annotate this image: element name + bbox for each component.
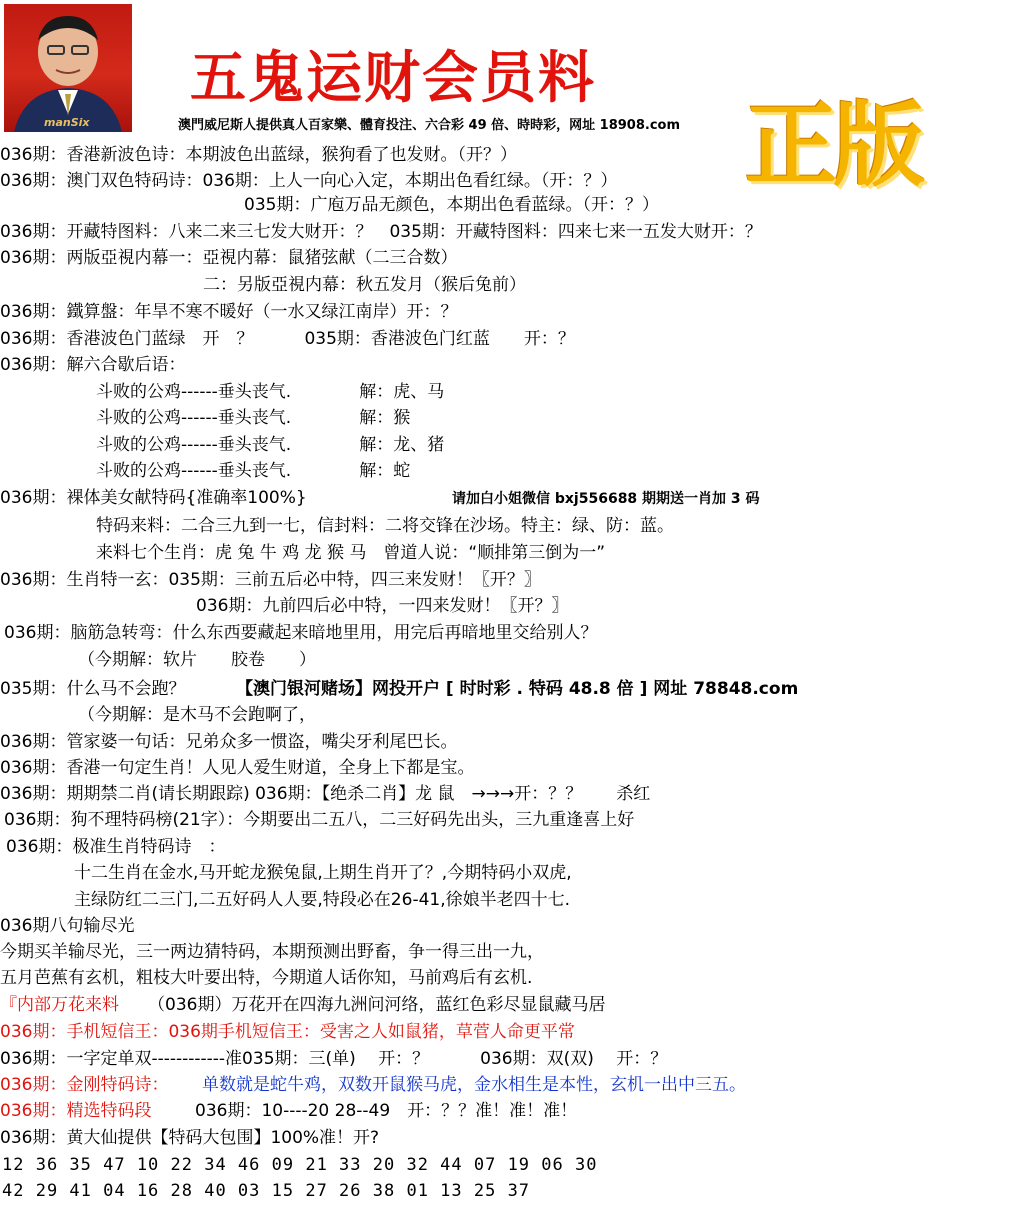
- line-18: 036期：九前四后必中特，一四来发财！〖开？〗: [196, 596, 569, 616]
- line-24: 036期：香港一句定生肖！人见人爱生财道，全身上下都是宝。: [0, 758, 475, 778]
- line-36-text: 单数就是蛇牛鸡，双数开鼠猴马虎，金水相生是本性，玄机一出中三五。: [202, 1075, 746, 1095]
- line-19: 036期：脑筋急转弯：什么东西要藏起来暗地里用，用完后再暗地里交给别人？: [4, 623, 598, 643]
- line-09: 036期：解六合歇后语：: [0, 355, 186, 375]
- line-03: 035期：广庖万品无颜色，本期出色看蓝绿。（开：？）: [244, 195, 659, 215]
- line-17: 036期：生肖特一玄：035期：三前五后必中特，四三来发财！〖开？〗: [0, 570, 541, 590]
- line-02: 036期：澳门双色特码诗：036期：上人一向心入定，本期出色看红绿。（开：？）: [0, 171, 618, 191]
- line-07: 036期：鐵算盤：年旱不寒不暖好（一水又绿江南岸）开：？: [0, 302, 458, 322]
- line-31: 今期买羊输尽光，三一两边猜特码，本期预测出野畜，争一得三出一九，: [0, 942, 544, 962]
- line-33-label: 『内部万花来料: [0, 995, 119, 1015]
- line-35: 036期：一字定单双------------准035期：三(单) 开：？ 036期：双(双) 开：？: [0, 1049, 668, 1069]
- line-06: 二：另版亞視内幕：秋五发月（猴后兔前）: [203, 275, 526, 295]
- photo-caption: manSix: [44, 116, 90, 129]
- line-01: 036期：香港新波色诗：本期波色出蓝绿，猴狗看了也发财。（开？）: [0, 145, 517, 165]
- author-portrait-icon: [4, 4, 132, 132]
- line-21: 035期：什么马不会跑？: [0, 679, 186, 699]
- line-15: 特码来料：二合三九到一七，信封料：二将交锋在沙场。特主：绿、防：蓝。: [96, 516, 674, 536]
- line-38: 036期：黄大仙提供【特码大包围】100%准！开?: [0, 1128, 380, 1148]
- wechat-ad: 请加白小姐微信 bxj556688 期期送一肖加 3 码: [452, 491, 760, 507]
- line-13: 斗败的公鸡------垂头丧气. 解：蛇: [96, 461, 411, 481]
- line-12: 斗败的公鸡------垂头丧气. 解：龙、猪: [96, 435, 445, 455]
- line-25: 036期：期期禁二肖(请长期跟踪) 036期：【绝杀二肖】龙 鼠 →→→开：？？ 杀红: [0, 784, 651, 804]
- line-34: 036期：手机短信王：036期手机短信王：受害之人如鼠猪，草菅人命更平常: [0, 1022, 575, 1042]
- line-22: （今期解：是木马不会跑啊了，: [78, 705, 316, 725]
- line-32: 五月芭蕉有玄机，粗枝大叶要出特，今期道人话你知，马前鸡后有玄机.: [0, 968, 533, 988]
- line-23: 036期：管家婆一句话：兄弟众多一惯盗，嘴尖牙利尾巴长。: [0, 732, 458, 752]
- line-08: 036期：香港波色门蓝绿 开 ？ 035期：香港波色门红蓝 开：？: [0, 329, 575, 349]
- line-37-text: 036期：10----20 28--49 开：？？准！准！准！: [195, 1101, 578, 1121]
- line-05: 036期：两版亞視内幕一：亞視内幕：鼠猪弦献（二三合数）: [0, 248, 458, 268]
- page-title: 五鬼运财会员料: [190, 45, 596, 111]
- line-10: 斗败的公鸡------垂头丧气. 解：虎、马: [96, 382, 445, 402]
- line-30: 036期八句输尽光: [0, 916, 135, 936]
- numbers-row-1: 12 36 35 47 10 22 34 46 09 21 33 20 32 44 07 19 06 30: [2, 1155, 598, 1175]
- casino-ad[interactable]: 【澳门银河赌场】网投开户 [ 时时彩 . 特码 48.8 倍 ] 网址 78848.com: [236, 679, 799, 699]
- line-16: 来料七个生肖：虎 兔 牛 鸡 龙 猴 马 曾道人说：“顺排第三倒为一”: [96, 543, 606, 563]
- numbers-row-2: 42 29 41 04 16 28 40 03 15 27 26 38 01 13 25 37: [2, 1181, 531, 1201]
- line-14: 036期：裸体美女献特码{准确率100%}: [0, 488, 307, 508]
- line-29: 主绿防红二三门,二五好码人人要,特段必在26-41,徐娘半老四十七.: [74, 890, 571, 910]
- line-36-label: 036期：金刚特码诗：: [0, 1075, 169, 1095]
- line-11: 斗败的公鸡------垂头丧气. 解：猴: [96, 408, 411, 428]
- line-27: 036期：极准生肖特码诗 ：: [6, 837, 226, 857]
- line-26: 036期：狗不理特码榜(21字）：今期要出二五八，二三好码先出头，三九重逢喜上好: [4, 810, 635, 830]
- author-photo: [4, 4, 132, 132]
- page-subtitle: 澳門威尼斯人提供真人百家樂、體育投注、六合彩 49 倍、時時彩，网址 18908.com: [178, 118, 681, 133]
- line-20: （今期解：软片 胶卷 ）: [78, 650, 316, 670]
- genuine-stamp: 正版: [744, 91, 921, 199]
- line-33-text: （036期）万花开在四海九洲问河络，蓝红色彩尽显鼠藏马居: [148, 995, 606, 1015]
- line-28: 十二生肖在金水,马开蛇龙猴兔鼠,上期生肖开了？,今期特码小双虎,: [74, 863, 572, 883]
- line-04: 036期：开藏特图料：八来二来三七发大财开：？ 035期：开藏特图料：四来七来一五发大财开：？: [0, 222, 762, 242]
- line-37-label: 036期：精选特码段: [0, 1101, 152, 1121]
